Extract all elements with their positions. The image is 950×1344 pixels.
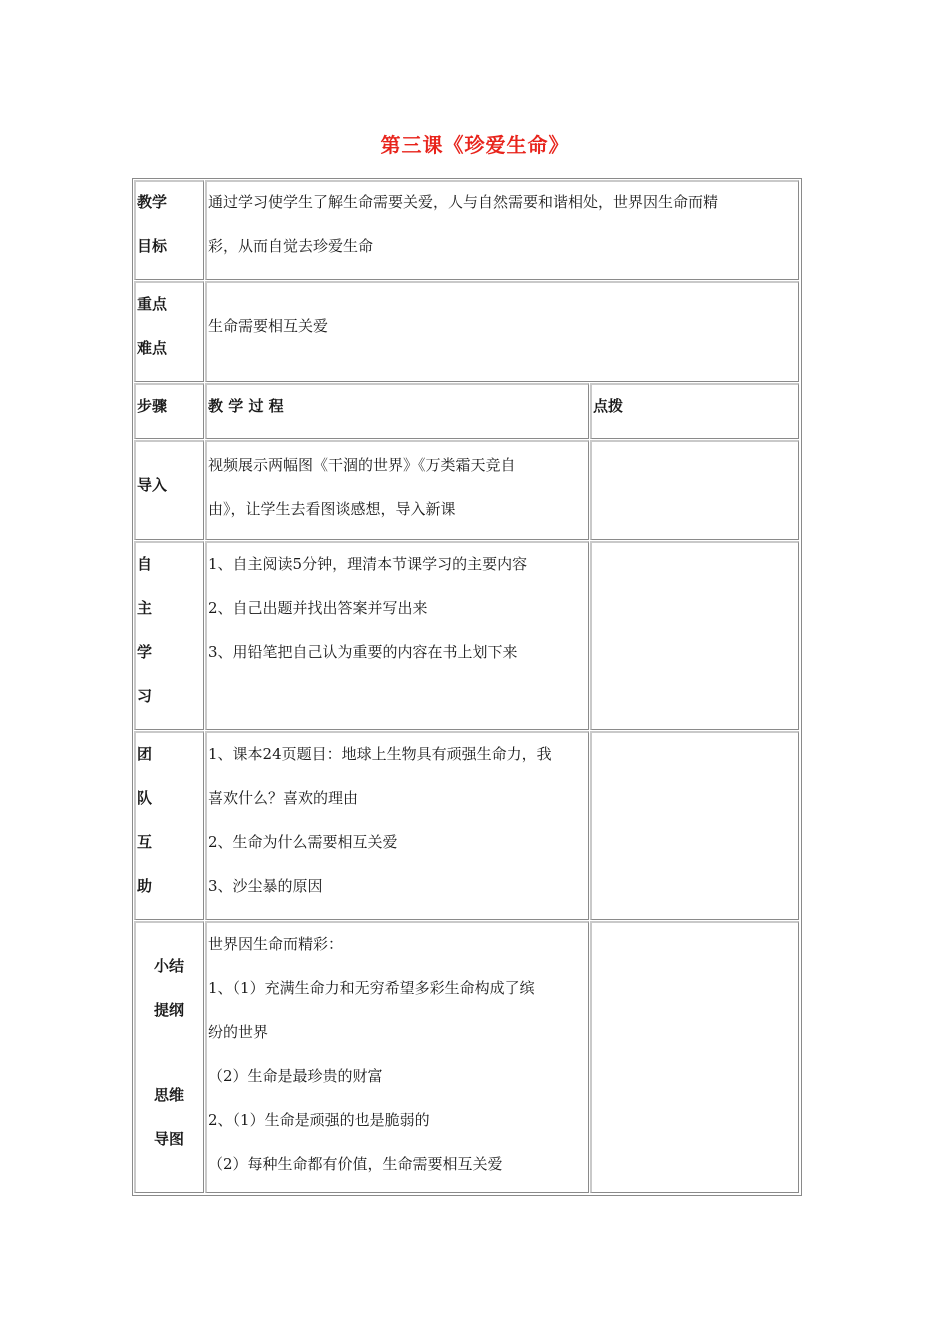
intro-hint-cell (590, 440, 799, 540)
header-step: 步骤 (137, 397, 168, 415)
summary-label-mindmap: 思维 导图 (154, 1086, 185, 1148)
header-hint: 点拨 (593, 397, 624, 415)
team-text: 1、课本24页题目：地球上生物具有顽强生命力，我 喜欢什么？喜欢的理由 2、生命为什么需要相互关爱 3、沙尘暴的原因 (208, 745, 552, 895)
key-label: 重点 难点 (137, 295, 168, 357)
intro-label: 导入 (137, 476, 168, 494)
summary-text: 世界因生命而精彩： 1、（1）充满生命力和无穷希望多彩生命构成了缤 纷的世界 （2）生命是最珍贵的财富 2、（1）生命是顽强的也是脆弱的 （2）每种生命都有价值，生命需要相互关爱 (208, 935, 535, 1173)
team-hint-cell (590, 731, 799, 920)
self-hint-cell (590, 541, 799, 730)
summary-label-outline: 小结 提纲 (154, 957, 185, 1019)
self-text: 1、自主阅读5分钟，理清本节课学习的主要内容 2、自己出题并找出答案并写出来 3、用铅笔把自己认为重要的内容在书上划下来 (208, 555, 528, 661)
team-label: 团 队 互 助 (137, 745, 153, 895)
intro-text: 视频展示两幅图《干涸的世界》《万类霜天竞自 由》，让学生去看图谈感想，导入新课 (208, 456, 516, 518)
goal-text: 通过学习使学生了解生命需要关爱，人与自然需要和谐相处，世界因生命而精 彩，从而自觉去珍爱生命 (208, 193, 719, 255)
header-process: 教 学 过 程 (208, 397, 284, 415)
goal-label: 教学 目标 (137, 193, 168, 255)
self-label: 自 主 学 习 (137, 555, 153, 705)
page-title: 第三课《珍爱生命》 (380, 133, 570, 157)
key-text: 生命需要相互关爱 (208, 317, 329, 335)
summary-hint-cell (590, 921, 799, 1193)
